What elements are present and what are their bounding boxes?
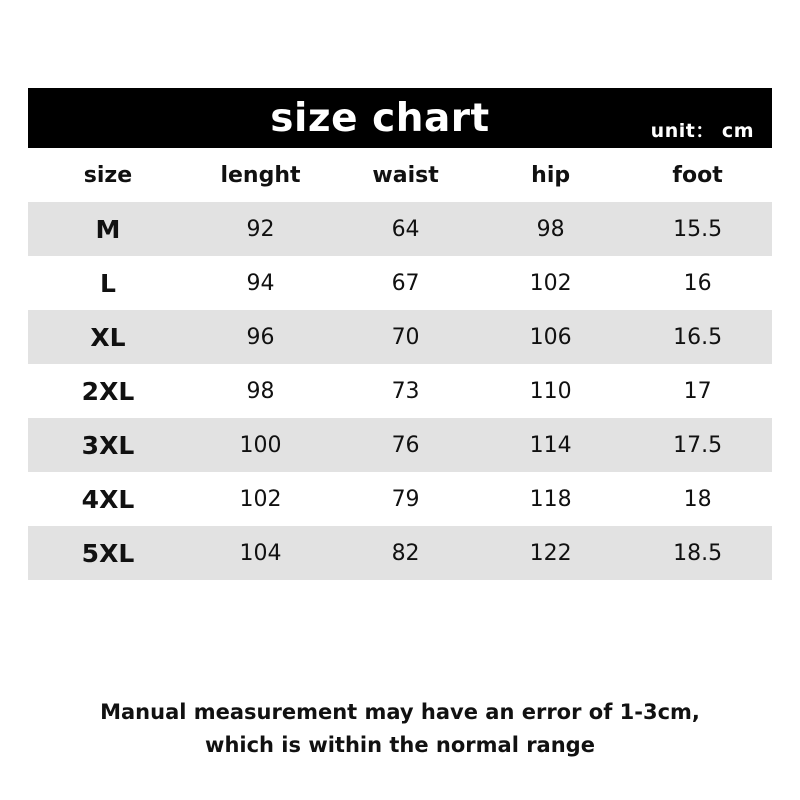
row-size-label: M [28,202,188,256]
row-hip-value: 98 [478,202,623,256]
row-foot-value: 18.5 [623,526,772,580]
table-row [28,526,772,580]
row-hip-value: 118 [478,472,623,526]
row-waist-value: 64 [333,202,478,256]
page-title: size chart [270,95,490,141]
unit-label: unit： cm [650,120,754,142]
column-header-hip: hip [478,148,623,202]
row-hip-value: 122 [478,526,623,580]
row-hip-value: 106 [478,310,623,364]
table-row [28,418,772,472]
row-hip-value: 110 [478,364,623,418]
row-lenght-value: 98 [188,364,333,418]
table-body [28,202,772,580]
column-header-foot: foot [623,148,772,202]
row-size-label: 3XL [28,418,188,472]
size-chart-container [28,88,772,757]
row-hip-value: 102 [478,256,623,310]
row-size-label: 2XL [28,364,188,418]
row-waist-value: 67 [333,256,478,310]
table-row [28,364,772,418]
table-header [28,148,772,202]
row-waist-value: 79 [333,472,478,526]
row-foot-value: 17 [623,364,772,418]
table-header-row [28,148,772,202]
row-foot-value: 18 [623,472,772,526]
row-foot-value: 16.5 [623,310,772,364]
row-lenght-value: 92 [188,202,333,256]
column-header-waist: waist [333,148,478,202]
measurement-note-line2: which is within the normal range [205,733,595,757]
row-foot-value: 17.5 [623,418,772,472]
size-chart-table [28,148,772,580]
row-size-label: XL [28,310,188,364]
column-header-size: size [28,148,188,202]
table-row [28,256,772,310]
row-lenght-value: 94 [188,256,333,310]
row-waist-value: 73 [333,364,478,418]
chart-header-bar [28,88,772,148]
row-size-label: L [28,256,188,310]
table-row [28,202,772,256]
measurement-note [28,696,772,762]
row-size-label: 4XL [28,472,188,526]
row-lenght-value: 96 [188,310,333,364]
row-foot-value: 16 [623,256,772,310]
row-lenght-value: 100 [188,418,333,472]
row-lenght-value: 102 [188,472,333,526]
table-row [28,310,772,364]
row-size-label: 5XL [28,526,188,580]
table-row [28,472,772,526]
column-header-lenght: lenght [188,148,333,202]
row-hip-value: 114 [478,418,623,472]
row-waist-value: 82 [333,526,478,580]
measurement-note-line1: Manual measurement may have an error of 1-3cm, [100,700,700,724]
row-lenght-value: 104 [188,526,333,580]
row-waist-value: 76 [333,418,478,472]
row-waist-value: 70 [333,310,478,364]
row-foot-value: 15.5 [623,202,772,256]
